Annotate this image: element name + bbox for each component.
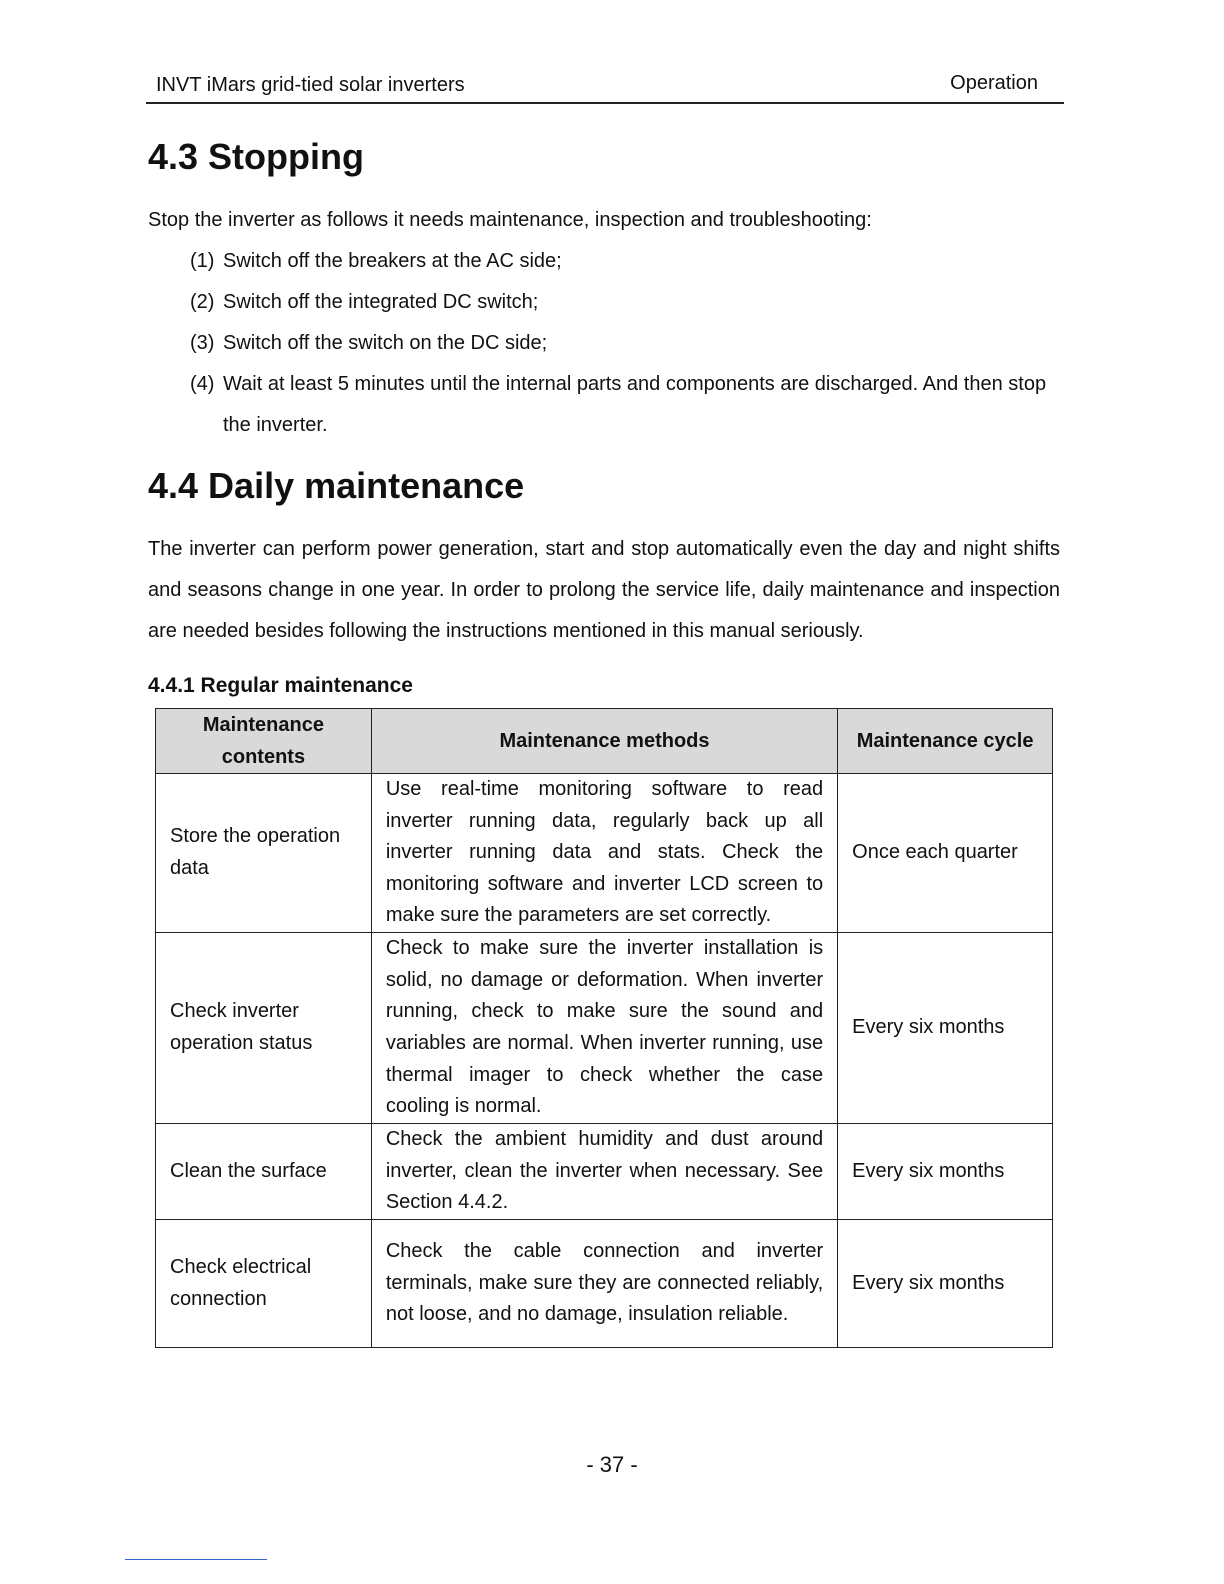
section-4-4-title: 4.4 Daily maintenance xyxy=(148,465,525,506)
section-4-4-1-title: 4.4.1 Regular maintenance xyxy=(148,674,413,697)
page-number: - 37 - xyxy=(586,1452,638,1477)
column-header: Maintenance methods xyxy=(371,709,837,774)
step-item xyxy=(190,241,1060,282)
header-doc-title: INVT iMars grid-tied solar inverters xyxy=(156,74,465,96)
footnote-divider xyxy=(125,1559,267,1560)
step-number: (4) xyxy=(190,373,215,395)
step-text: Switch off the breakers at the AC side; xyxy=(223,250,562,272)
step-number: (1) xyxy=(190,250,215,272)
step-number: (2) xyxy=(190,291,215,313)
section-4-4-body: The inverter can perform power generation, start and stop automatically even the day and night shifts and seasons change in one year. In order to prolong the service life, daily maintenance and inspection are needed besides following the instructions mentioned in this manual seriously. xyxy=(148,538,1060,642)
section-4-3-title: 4.3 Stopping xyxy=(148,136,364,177)
table-row xyxy=(156,1220,1053,1348)
step-item xyxy=(190,364,1060,446)
section-4-3-intro: Stop the inverter as follows it needs maintenance, inspection and troubleshooting: xyxy=(148,209,872,231)
maintenance-method-cell: Check the cable connection and inverter terminals, make sure they are connected reliably, not loose, and no damage, insulation reliable. xyxy=(371,1220,837,1348)
table-row xyxy=(156,774,1053,933)
table-row xyxy=(156,933,1053,1124)
column-header: Maintenance cycle xyxy=(838,709,1053,774)
header-chapter: Operation xyxy=(950,72,1038,94)
step-text: Switch off the integrated DC switch; xyxy=(223,291,539,313)
stopping-steps-list xyxy=(190,241,1060,446)
column-header: Maintenance contents xyxy=(156,709,372,774)
table-row xyxy=(156,1124,1053,1220)
maintenance-method-cell: Check to make sure the inverter installation is solid, no damage or deformation. When inverter running, check to make sure the sound and variables are normal. When inverter running, use thermal imager to check whether the case cooling is normal. xyxy=(371,933,837,1124)
maintenance-cycle-cell: Every six months xyxy=(838,933,1053,1124)
step-text: Wait at least 5 minutes until the internal parts and components are discharged. And then stop the inverter. xyxy=(223,373,1047,436)
maintenance-cycle-cell: Every six months xyxy=(838,1124,1053,1220)
maintenance-cycle-cell: Once each quarter xyxy=(838,774,1053,933)
maintenance-content-cell: Clean the surface xyxy=(156,1124,372,1220)
maintenance-cycle-cell: Every six months xyxy=(838,1220,1053,1348)
maintenance-method-cell: Use real-time monitoring software to read inverter running data, regularly back up all inverter running data and stats. Check the monitoring software and inverter LCD screen to make sure the parameters are set correctly. xyxy=(371,774,837,933)
step-text: Switch off the switch on the DC side; xyxy=(223,332,548,354)
maintenance-content-cell: Store the operation data xyxy=(156,774,372,933)
step-number: (3) xyxy=(190,332,215,354)
table-header-row xyxy=(156,709,1053,774)
maintenance-method-cell: Check the ambient humidity and dust around inverter, clean the inverter when necessary. See Section 4.4.2. xyxy=(371,1124,837,1220)
page-header xyxy=(146,70,1064,104)
step-item xyxy=(190,323,1060,364)
maintenance-content-cell: Check inverter operation status xyxy=(156,933,372,1124)
regular-maintenance-table xyxy=(155,708,1053,1348)
maintenance-content-cell: Check electrical connection xyxy=(156,1220,372,1348)
step-item xyxy=(190,282,1060,323)
